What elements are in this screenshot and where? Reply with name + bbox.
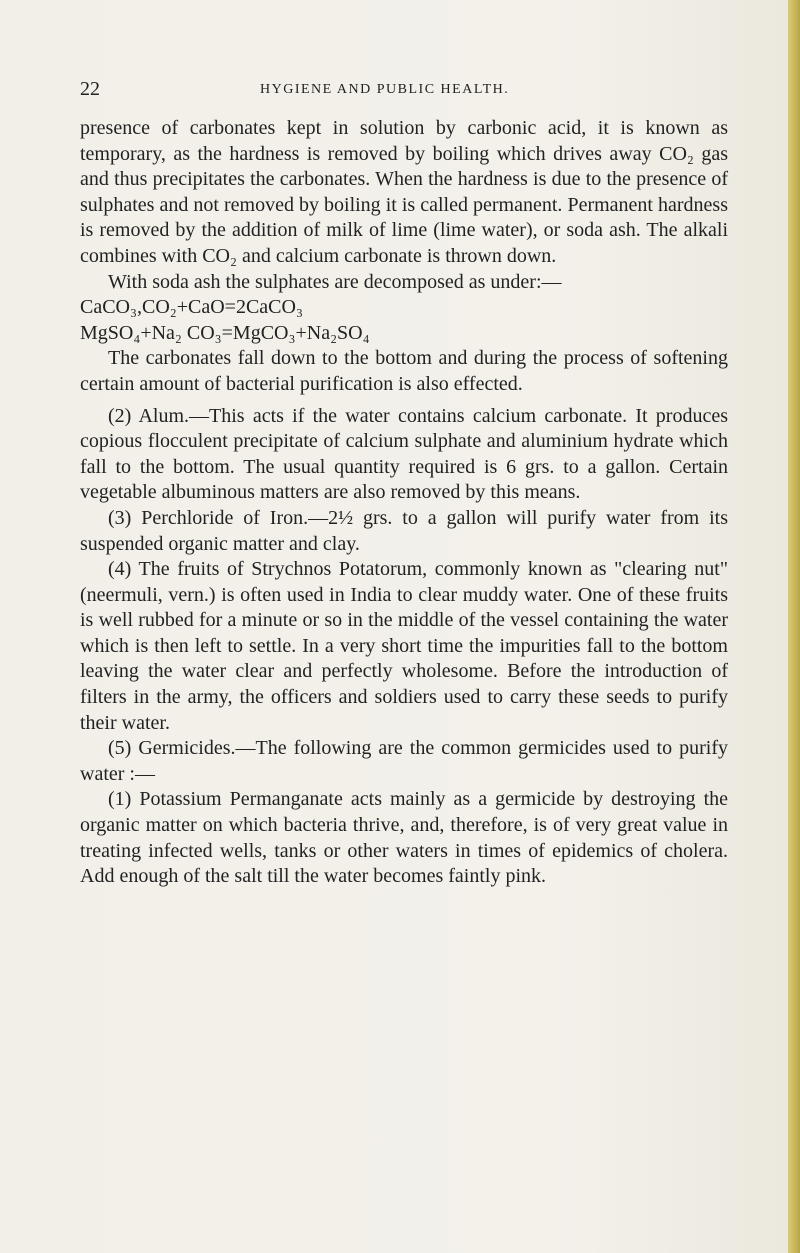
page-edge [788, 0, 800, 1253]
chemical-formula: MgSO₄+Na₂ CO₃=MgCO₃+Na₂SO₄ [80, 321, 370, 344]
paragraph: (1) Potassium Permanganate acts mainly as a germicide by destroying the organic matter on which bacteria thrive, and, therefore, is of very great value in treating infected wells, tanks or other waters in times of epidemics of cholera. Add enough of the salt till the water becomes faintly pink. [80, 788, 728, 888]
running-head: HYGIENE AND PUBLIC HEALTH. [260, 82, 510, 97]
chemical-formula: CaCO₃,CO₂+CaO=2CaCO₃ [80, 296, 303, 319]
paragraph: presence of carbonates kept in solution by carbonic acid, it is known as temporary, as the hardness is removed by boiling which drives away CO₂ gas and thus precipitates the carbonates. When the hardness is due to the presence of sulphates and not removed by boiling it is called permanent. Permanent hardness is removed by the addition of milk of lime (lime water), or soda ash. The alkali combines with CO₂ and calcium carbonate is thrown down. [80, 117, 728, 267]
paragraph: (5) Germicides.—The following are the common germicides used to purify water :— [80, 737, 728, 785]
body-text [80, 116, 728, 890]
page-number: 22 [80, 78, 100, 100]
paragraph: (3) Perchloride of Iron.—2½ grs. to a gallon will purify water from its suspended organic matter and clay. [80, 506, 728, 555]
paragraph: (2) Alum.—This acts if the water contains calcium carbonate. It produces copious flocculent precipitate of calcium sulphate and aluminium hydrate which fall to the bottom. The usual quantity required is 6 grs. to a gallon. Certain vegetable albuminous matters are also removed by this means. [80, 404, 728, 504]
paragraph: (4) The fruits of Strychnos Potatorum, commonly known as "clearing nut" (neermuli, vern.) is often used in India to clear muddy water. One of these fruits is well rubbed for a minute or so in the middle of the vessel containing the water which is then left to settle. In a very short time the impurities fall to the bottom leaving the water clear and perfectly wholesome. Before the introduction of filters in the army, the officers and soldiers used to carry these seeds to purify their water. [80, 558, 728, 734]
paragraph: With soda ash the sulphates are decomposed as under:— [108, 270, 562, 293]
paragraph: The carbonates fall down to the bottom and during the process of softening certain amount of bacterial purification is also effected. [80, 347, 728, 395]
